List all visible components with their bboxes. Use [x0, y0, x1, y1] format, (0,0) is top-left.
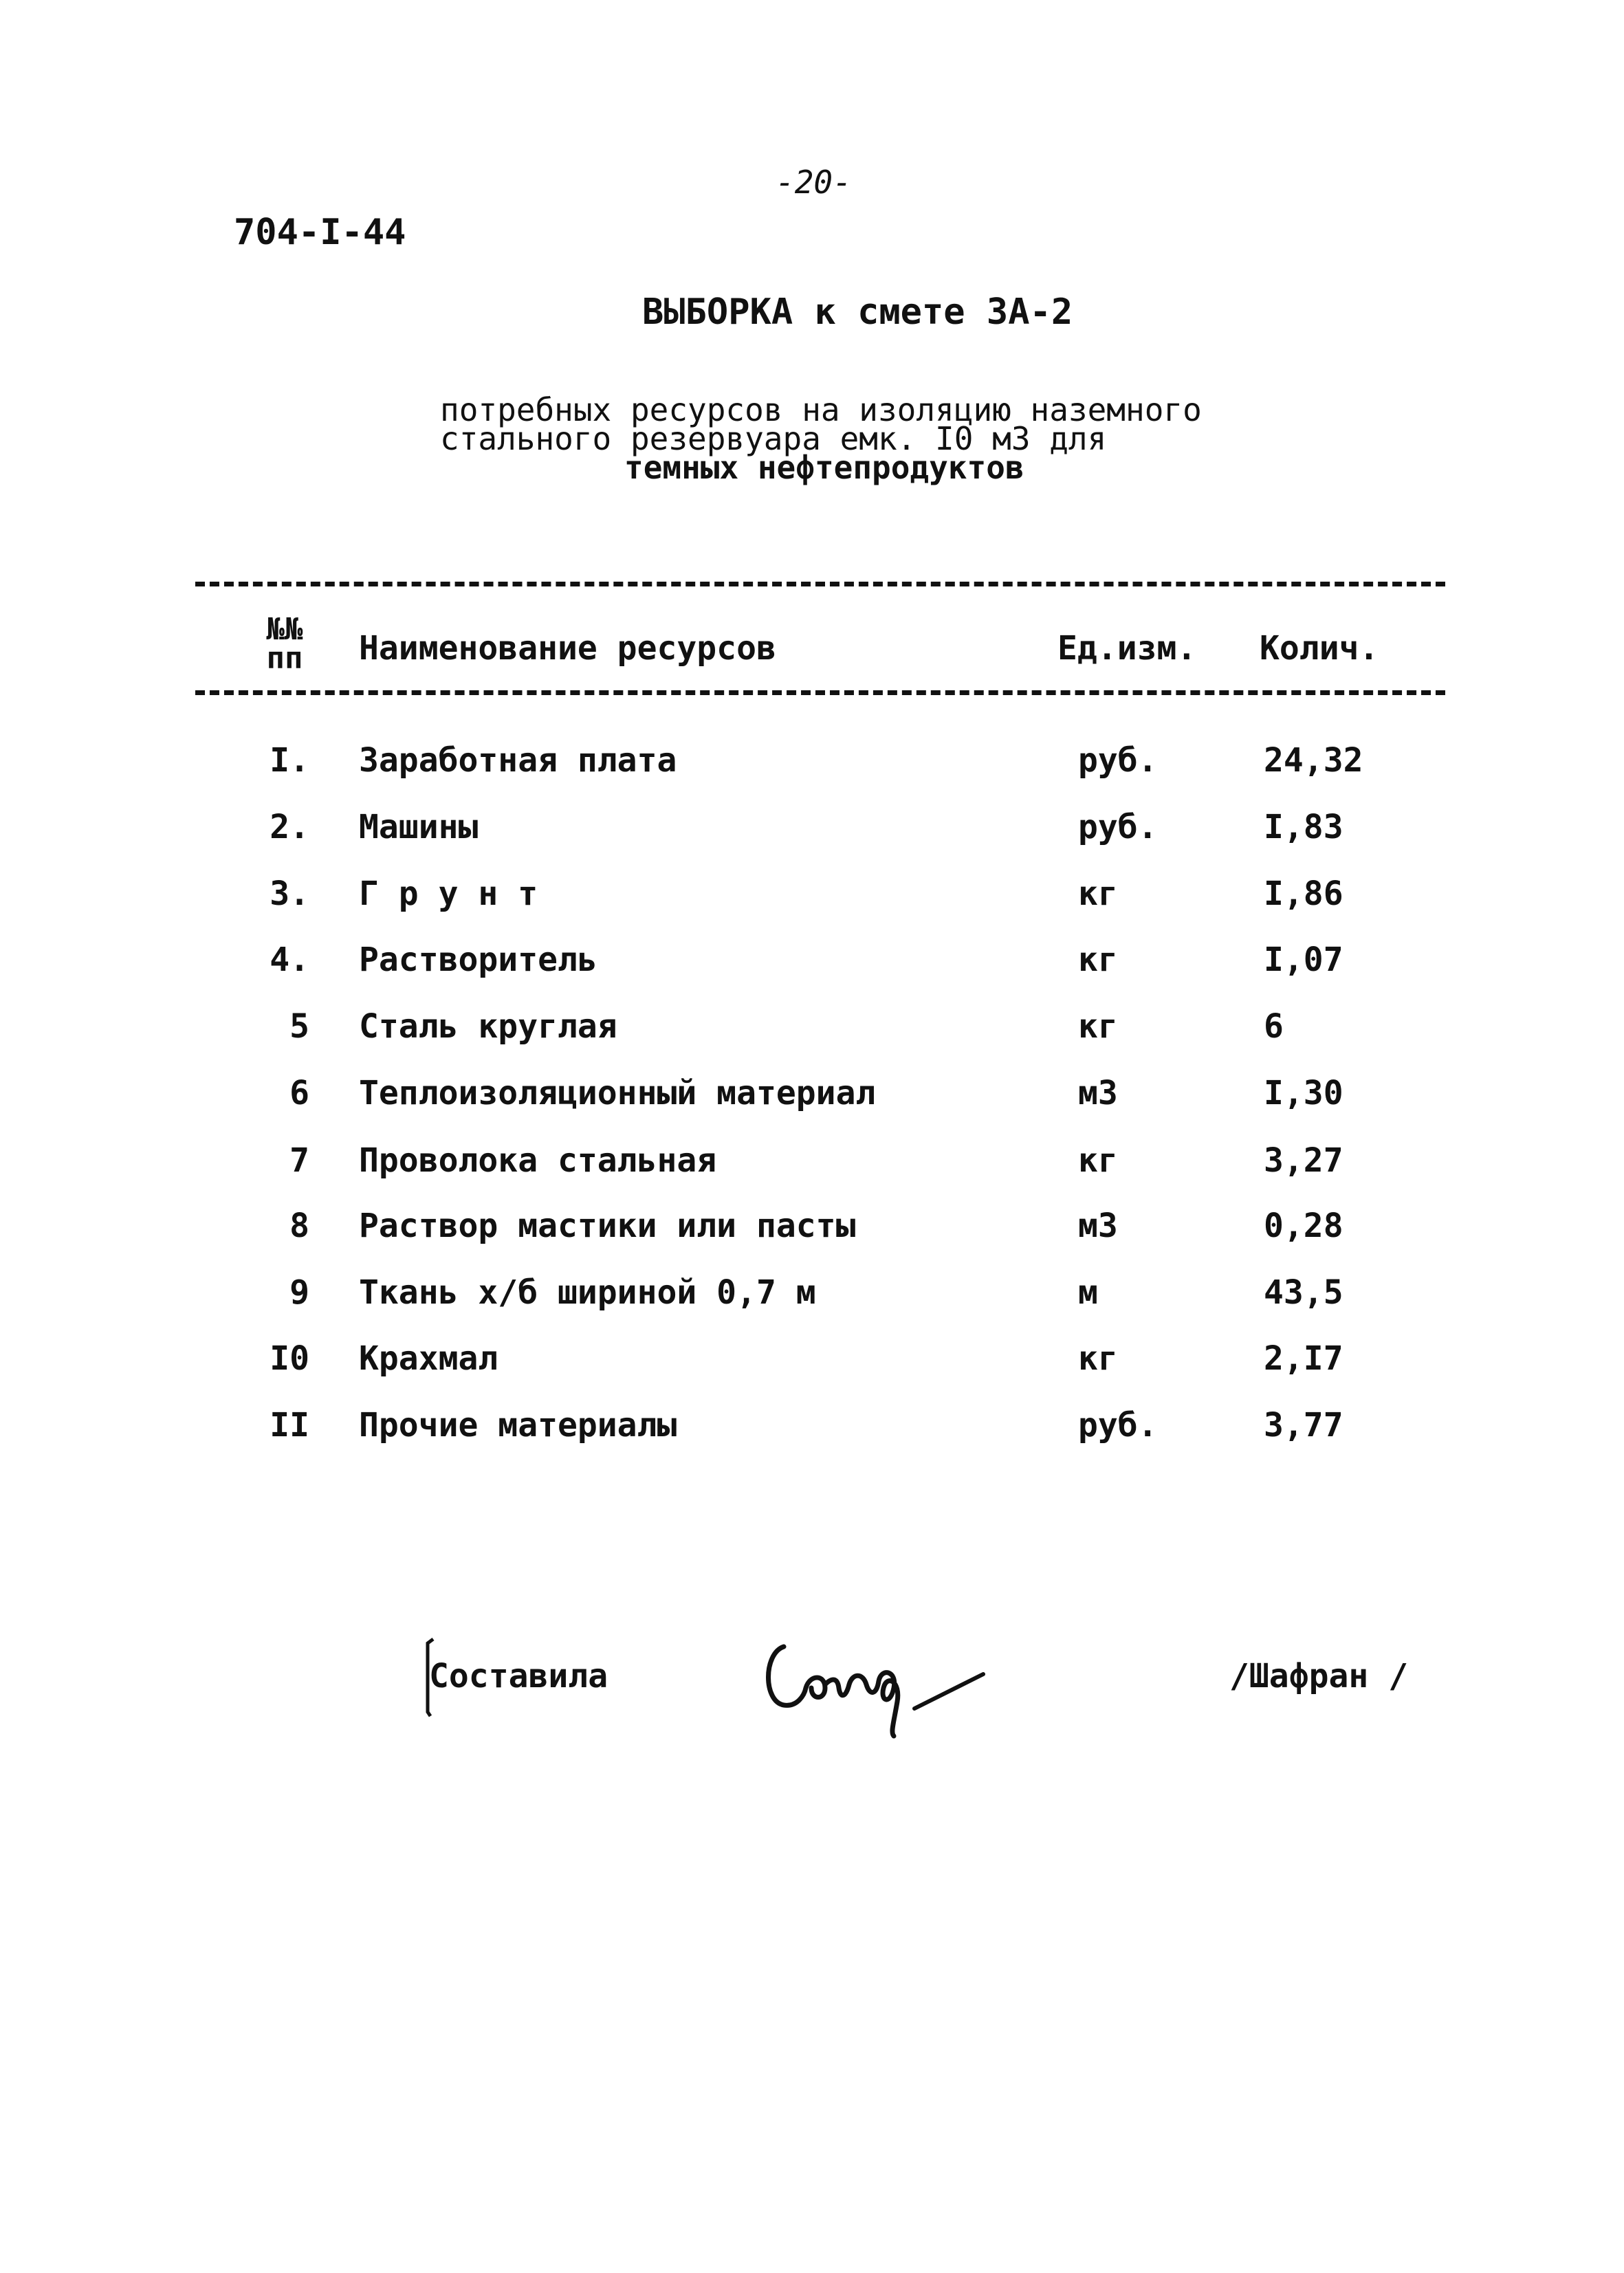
document-subtitle	[440, 391, 1202, 486]
unit-of-measure: кг	[1078, 1339, 1118, 1378]
unit-of-measure: кг	[1078, 1141, 1118, 1180]
row-number: 5	[289, 1007, 309, 1046]
resource-name: Раствор мастики или пасты	[359, 1207, 856, 1245]
resource-name: Г р у н т	[359, 875, 538, 913]
resource-name: Сталь круглая	[359, 1007, 617, 1046]
table-row	[0, 1339, 1624, 1381]
unit-of-measure: руб.	[1078, 808, 1158, 846]
row-number: 2.	[270, 808, 309, 846]
column-header-quantity: Колич.	[1260, 629, 1379, 668]
quantity: 43,5	[1264, 1273, 1343, 1312]
unit-of-measure: руб.	[1078, 1406, 1158, 1445]
table-row	[0, 941, 1624, 982]
quantity: I,86	[1264, 875, 1343, 913]
row-number: 7	[289, 1141, 309, 1180]
table-row	[0, 875, 1624, 916]
unit-of-measure: кг	[1078, 875, 1118, 913]
subtitle-line-3: темных нефтепродуктов	[624, 449, 1024, 486]
table-row	[0, 1141, 1624, 1183]
table-row	[0, 1074, 1624, 1115]
quantity: 3,27	[1264, 1141, 1343, 1180]
resource-name: Заработная плата	[359, 741, 677, 780]
table-row	[0, 1007, 1624, 1048]
unit-of-measure: м	[1078, 1273, 1098, 1312]
resource-name: Машины	[359, 808, 479, 846]
quantity: 2,I7	[1264, 1339, 1343, 1378]
resource-name: Прочие материалы	[359, 1406, 677, 1445]
quantity: 6	[1264, 1007, 1284, 1046]
row-number: I.	[270, 741, 309, 780]
column-header-unit: Ед.изм.	[1057, 629, 1197, 668]
resource-name: Проволока стальная	[359, 1141, 717, 1180]
handwritten-signature	[756, 1619, 1018, 1743]
resource-name: Крахмал	[359, 1339, 498, 1378]
resource-name: Растворитель	[359, 941, 597, 979]
signatory-name: /Шафран /	[1229, 1657, 1409, 1695]
table-header-rule	[195, 690, 1445, 695]
signature-label: Составила	[429, 1657, 608, 1695]
quantity: 24,32	[1264, 741, 1363, 780]
quantity: I,83	[1264, 808, 1343, 846]
document-title: ВЫБОРКА к смете 3А-2	[642, 292, 1073, 333]
subtitle-line-1: потребных ресурсов на изоляцию наземного	[440, 391, 1202, 428]
quantity: 0,28	[1264, 1207, 1343, 1245]
row-number: 6	[289, 1074, 309, 1112]
column-header-number-line2: пп	[266, 641, 303, 676]
subtitle-line-2: стального резервуара емк. I0 м3 для	[440, 420, 1107, 457]
row-number: II	[270, 1406, 309, 1445]
table-top-rule	[195, 582, 1445, 586]
column-header-name: Наименование ресурсов	[359, 629, 776, 668]
column-header-number-line1: №№	[266, 612, 303, 647]
unit-of-measure: м3	[1078, 1207, 1118, 1245]
page-number: -20-	[776, 164, 852, 201]
table-row	[0, 1273, 1624, 1315]
row-number: I0	[270, 1339, 309, 1378]
quantity: I,30	[1264, 1074, 1343, 1112]
quantity: I,07	[1264, 941, 1343, 979]
table-row	[0, 741, 1624, 782]
row-number: 9	[289, 1273, 309, 1312]
document-code: 704-I-44	[234, 212, 406, 253]
table-row	[0, 1406, 1624, 1447]
unit-of-measure: руб.	[1078, 741, 1158, 780]
resource-name: Ткань х/б шириной 0,7 м	[359, 1273, 816, 1312]
quantity: 3,77	[1264, 1406, 1343, 1445]
unit-of-measure: кг	[1078, 941, 1118, 979]
table-row	[0, 1207, 1624, 1248]
row-number: 3.	[270, 875, 309, 913]
row-number: 4.	[270, 941, 309, 979]
table-row	[0, 808, 1624, 849]
row-number: 8	[289, 1207, 309, 1245]
resource-name: Теплоизоляционный материал	[359, 1074, 876, 1112]
unit-of-measure: м3	[1078, 1074, 1118, 1112]
unit-of-measure: кг	[1078, 1007, 1118, 1046]
column-header-number	[257, 612, 312, 676]
